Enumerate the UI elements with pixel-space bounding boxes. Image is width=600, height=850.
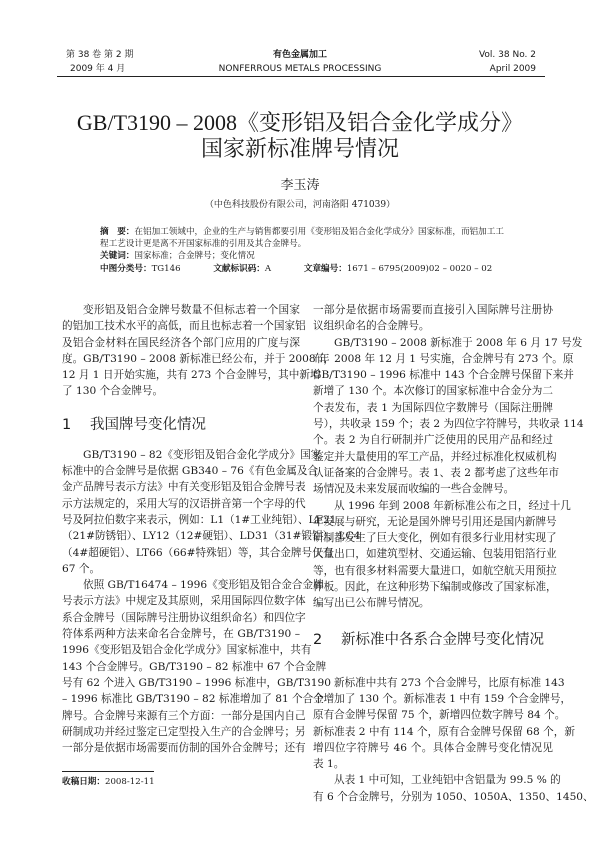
text-line: 67 个。 xyxy=(62,562,101,575)
date-en: April 2009 xyxy=(489,64,536,74)
text-line: – 1996 标准比 GB/T3190 – 82 标准增加了 81 个合金 xyxy=(62,693,324,706)
text-line: 了 130 个合金牌号。 xyxy=(62,385,164,398)
title-code: GB/T3190 – 2008 xyxy=(76,110,238,135)
keywords-label: 关键词： xyxy=(100,251,135,261)
paragraph xyxy=(62,447,361,577)
text-line: 示方法规定的，采用大写的汉语拼音第一个字母的代 xyxy=(62,497,306,510)
keywords: 国家标准；合金牌号；变化情况 xyxy=(134,251,255,261)
paper-title xyxy=(0,110,600,163)
text-line: 度。GB/T3190 – 2008 新标准已经公布，并于 2008 年 xyxy=(62,352,330,365)
article-no-value: 1671 – 6795(2009)02 – 0020 – 02 xyxy=(346,264,493,274)
text-line: 号有 62 个进入 GB/T3190 – 1996 标准中，GB/T3190 xyxy=(62,676,331,689)
abstract-label: 摘 要： xyxy=(100,227,135,237)
text-line: 号），共收录 159 个；表 2 为四位字符牌号，共收录 114 xyxy=(313,418,584,431)
text-line: 个。表 2 为自行研制并广泛使用的民用产品和经过 xyxy=(313,434,553,447)
journal-issue-en xyxy=(479,48,536,76)
article-no-label: 文章编号： xyxy=(303,264,347,274)
text-line: 个增加了 130 个。新标准表 1 中有 159 个合金牌号， xyxy=(313,692,572,705)
text-line: 新标准中共有 273 个合金牌号，比原有标准 143 xyxy=(334,676,565,689)
section-heading xyxy=(313,625,553,655)
text-line: 研制都发生了巨大变化，例如有很多行业用材实现了 xyxy=(313,532,557,545)
text-line: 新增了 130 个。本次修订的国家标准中合金分为二 xyxy=(313,385,553,398)
section-title: 我国牌号变化情况 xyxy=(90,416,206,433)
paragraph xyxy=(62,302,330,400)
text-line: 大量出口，如建筑型材、交通运输、包装用铝箔行业 xyxy=(313,548,557,561)
text-line: 金产品牌号表示方法》中有关变形铝及铝合金牌号表 xyxy=(62,481,306,494)
header-rule xyxy=(57,76,545,77)
received-date-label: 收稿日期： xyxy=(62,777,105,787)
text-line: 从 1996 年到 2008 年新标准公布之日，经过十几 xyxy=(334,499,571,512)
date-cn: 2009 年 4 月 xyxy=(70,64,126,74)
body-column-left xyxy=(62,302,361,756)
doc-code-value: A xyxy=(264,264,272,274)
text-line: 布，2008 年 12 月 1 号实施，合金牌号有 273 个。原 xyxy=(313,352,574,365)
text-line: 号及阿拉伯数字来表示，例如：L1（1#工业纯铝）、LF21 xyxy=(62,513,337,526)
volume-issue: 第 38 卷 第 2 期 xyxy=(66,50,134,60)
paragraph xyxy=(313,302,553,335)
volume-en: Vol. 38 No. 2 xyxy=(478,50,536,60)
text-line: 有 6 个合金牌号，分别为 1050、1050A、1350、1450、 xyxy=(313,790,594,803)
body-column-right xyxy=(313,302,594,805)
text-line: 等，也有很多材料需要大量进口，如航空航天用预拉 xyxy=(313,564,557,577)
paragraph xyxy=(313,772,594,805)
clc-label: 中图分类号： xyxy=(100,264,152,274)
text-line: 牌号。合金牌号来源有三个方面：一部分是国内自己 xyxy=(62,709,306,722)
text-line: 符体系两种方法来命名合金牌号，在 GB/T3190 – xyxy=(62,628,300,641)
text-line: 编写出已公布牌号情况。 xyxy=(313,597,430,610)
text-line: 143 个合金牌号。GB/T3190 – 82 标准中 67 个合金牌 xyxy=(62,660,327,673)
title-line2: 国家新标准牌号情况 xyxy=(200,137,399,162)
text-line: 一部分是依据市场需要而仿制的国外合金牌号；还有 xyxy=(62,742,306,755)
journal-name-cn: 有色金属加工 xyxy=(272,50,327,60)
text-line: 的铝加工技术水平的高低，而且也标志着一个国家铝 xyxy=(62,320,306,333)
paragraph xyxy=(62,577,331,756)
text-line: GB/T3190 – 1996 标准中 143 个合金牌号保留下来并 xyxy=(313,369,574,382)
text-line: 依照 GB/T16474 – 1996《变形铝及铝合金合金牌 xyxy=(83,579,324,592)
text-line: 号表示方法》中规定及其原则，采用国际四位数字体 xyxy=(62,595,306,608)
text-line: 场情况及未来发展而收编的一些合金牌号。 xyxy=(313,483,515,496)
text-line: 12 月 1 日开始实施，共有 273 个合金牌号，其中新增 xyxy=(62,369,321,382)
text-line: 个表发布，表 1 为国际四位字数牌号（国际注册牌 xyxy=(313,401,553,414)
text-line: 原有合金牌号保留 75 个，新增四位数字牌号 84 个。 xyxy=(313,709,566,722)
text-line: 伸板。因此，在这种形势下编制或修改了国家标准， xyxy=(313,581,557,594)
text-line: 系合金牌号（国际牌号注册协议组织命名）和四位字 xyxy=(62,611,306,624)
author: 李玉涛 xyxy=(280,178,320,193)
text-line: （4#超硬铝）、LT66（66#特殊铝）等，其合金牌号仅有 xyxy=(62,546,334,559)
text-line: 表 1。 xyxy=(313,758,345,771)
text-line: 鉴定并大量使用的军工产品，并经过标准化权威机构 xyxy=(313,450,557,463)
section-number: 1 xyxy=(62,416,72,433)
text-line: GB/T3190 – 2008 新标准于 2008 年 6 月 17 号发 xyxy=(334,336,583,349)
text-line: 议组织命名的合金牌号。 xyxy=(313,320,430,333)
text-line: 年发展与研究，无论是国外牌号引用还是国内新牌号 xyxy=(313,515,557,528)
affiliation: （中色科技股份有限公司，河南洛阳 471039） xyxy=(204,200,396,210)
text-line: GB/T3190 – 82《变形铝及铝合金化学成分》国家 xyxy=(83,448,322,461)
text-line: 认证备案的合金牌号。表 1、表 2 都考虑了这些年市 xyxy=(313,466,560,479)
received-date xyxy=(62,775,155,787)
section-title: 新标准中各系合金牌号变化情况 xyxy=(341,631,544,648)
text-line: 1996《变形铝及铝合金化学成分》国家标准中，共有 xyxy=(62,644,312,657)
doc-code-label: 文献标识码： xyxy=(213,264,265,274)
text-line: 从表 1 中可知，工业纯铝中含铝量为 99.5 % 的 xyxy=(334,774,561,787)
abstract-text: 在铝加工领域中，企业的生产与销售都要引用《变形铝及铝合金化学成分》国家标准，而铝加工工程工艺设计更是离不开国家标准的引用及其合金牌号。 xyxy=(100,227,504,249)
received-date-value: 2008-12-11 xyxy=(104,777,155,787)
section-heading xyxy=(62,410,300,440)
text-line: 一部分是依据市场需要而直接引入国际牌号注册协 xyxy=(313,304,553,316)
text-line: 及铝合金材料在国民经济各个部门应用的广度与深 xyxy=(62,336,300,349)
title-standard-name: 《变形铝及铝合金化学成分》 xyxy=(237,111,524,136)
clc-value: TG146 xyxy=(151,264,181,274)
text-line: 研制成功并经过鉴定已定型投入生产的合金牌号；另 xyxy=(62,725,306,738)
paragraph xyxy=(313,498,571,612)
text-line: （21#防锈铝）、LY12（12#硬铝）、LD31（31#锻铝）、LC4 xyxy=(62,530,361,543)
abstract xyxy=(100,227,504,263)
paragraph xyxy=(313,675,575,773)
text-line: 变形铝及铝合金牌号数量不但标志着一个国家 xyxy=(83,304,300,316)
journal-name-en: NONFERROUS METALS PROCESSING xyxy=(218,64,382,74)
text-line: 标准中的合金牌号是依据 GB340 – 76《有色金属及合 xyxy=(62,465,319,478)
text-line: 增四位字符牌号 46 个。具体合金牌号变化情况见 xyxy=(313,741,553,754)
footnote-rule xyxy=(62,771,154,772)
classification-info xyxy=(100,262,522,274)
paragraph xyxy=(313,335,584,498)
section-number: 2 xyxy=(313,631,323,648)
text-line: 新标准表 2 中有 114 个，原有合金牌号保留 68 个，新 xyxy=(313,725,575,738)
